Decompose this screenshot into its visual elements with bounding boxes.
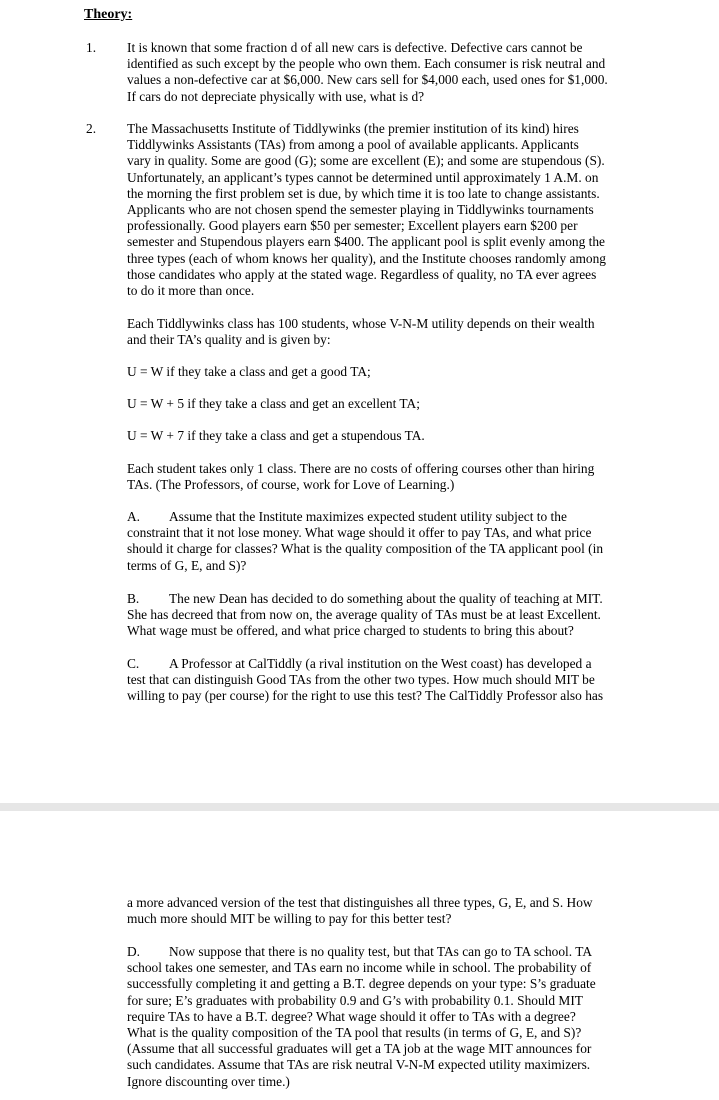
- text-line: Each Tiddlywinks class has 100 students, whose V-N-M utility depends on their wealth: [127, 316, 595, 331]
- question-2-number: 2.: [86, 121, 97, 136]
- text-line: for sure; E’s graduates with probability 0.9 and G’s with probability 0.1. Should MIT: [127, 992, 583, 1008]
- page-2: [0, 811, 719, 1100]
- text-line: Now suppose that there is no quality test, but that TAs can go to TA school. TA: [169, 944, 593, 959]
- text-line: TAs. (The Professors, of course, work for Love of Learning.): [127, 477, 455, 493]
- text-line: terms of G, E, and S)?: [127, 557, 247, 573]
- part-a: [127, 509, 635, 574]
- text-line: should it charge for classes? What is the quality composition of the TA applicant pool (in: [127, 541, 604, 557]
- text-line: Tiddlywinks Assistants (TAs) from among a pool of available applicants. Applicants: [127, 137, 579, 153]
- page-break: [0, 803, 719, 811]
- text-line: identified as such except by the people who own them. Each consumer is risk neutral and: [127, 56, 606, 72]
- text-line: The new Dean has decided to do something about the quality of teaching at MIT.: [169, 591, 603, 606]
- text-line: a more advanced version of the test that distinguishes all three types, G, E, and S. How: [127, 895, 593, 910]
- question-2-intro: [127, 121, 635, 299]
- text-line: willing to pay (per course) for the right to use this test? The CalTiddly Professor also has: [127, 688, 604, 704]
- text-line: What is the quality composition of the TA pool that results (in terms of G, E, and S)?: [127, 1025, 582, 1041]
- part-d: [127, 944, 635, 1090]
- text-line: values a non-defective car at $6,000. New cars sell for $4,000 each, used ones for $1,000.: [127, 72, 608, 88]
- part-c: [127, 656, 635, 705]
- utility-excellent: U = W + 5 if they take a class and get an excellent TA;: [127, 396, 420, 411]
- text-line: Each student takes only 1 class. There are no costs of offering courses other than hiring: [127, 461, 595, 476]
- utility-stupendous: U = W + 7 if they take a class and get a stupendous TA.: [127, 428, 425, 443]
- text-line: vary in quality. Some are good (G); some are excellent (E); and some are stupendous (S).: [127, 153, 605, 169]
- text-line: to do it more than once.: [127, 283, 255, 299]
- text-line: those candidates who apply at the stated wage. Regardless of quality, no TA ever agrees: [127, 266, 597, 282]
- utility-good: U = W if they take a class and get a good TA;: [127, 364, 371, 379]
- text-line: and their TA’s quality and is given by:: [127, 332, 331, 348]
- question-1-number: 1.: [86, 40, 97, 55]
- text-line: Applicants who are not chosen spend the semester playing in Tiddlywinks tournaments: [127, 202, 594, 218]
- part-a-label: A.: [127, 509, 141, 524]
- part-c-label: C.: [127, 656, 140, 671]
- text-line: school takes one semester, and TAs earn no income while in school. The probability of: [127, 960, 592, 976]
- text-line: three types (each of whom knows her quality), and the Institute chooses randomly among: [127, 250, 606, 266]
- text-line: Ignore discounting over time.): [127, 1073, 290, 1089]
- theory-heading: Theory:: [84, 7, 133, 22]
- text-line: successfully completing it and getting a B.T. degree depends on your type: S’s graduate: [127, 976, 596, 992]
- student-note: [127, 461, 635, 493]
- text-line: much more should MIT be willing to pay for this better test?: [127, 911, 452, 927]
- text-line: (Assume that all successful graduates will get a TA job at the wage MIT announces for: [127, 1041, 592, 1057]
- question-1-text: [127, 40, 635, 105]
- text-line: the morning the first problem set is due, by which time it is too late to change assistants.: [127, 185, 600, 201]
- text-line: What wage must be offered, and what price charged to students to bring this about?: [127, 623, 574, 639]
- text-line: It is known that some fraction d of all new cars is defective. Defective cars cannot be: [127, 40, 583, 55]
- text-line: such candidates. Assume that TAs are risk neutral V-N-M expected utility maximizers.: [127, 1057, 591, 1073]
- text-line: A Professor at CalTiddly (a rival institution on the West coast) has developed a: [169, 656, 592, 671]
- part-d-label: D.: [127, 944, 141, 959]
- text-line: Assume that the Institute maximizes expected student utility subject to the: [169, 509, 567, 524]
- utility-intro: [127, 316, 635, 348]
- part-b-label: B.: [127, 591, 140, 606]
- text-line: require TAs to have a B.T. degree? What wage should it offer to TAs with a degree?: [127, 1008, 576, 1024]
- part-b: [127, 591, 635, 640]
- text-line: The Massachusetts Institute of Tiddlywinks (the premier institution of its kind) hires: [127, 121, 579, 136]
- text-line: semester and Stupendous players earn $400. The applicant pool is split evenly among the: [127, 234, 605, 250]
- text-line: Unfortunately, an applicant’s types cannot be determined until approximately 1 A.M. on: [127, 169, 599, 185]
- text-line: If cars do not depreciate physically with use, what is d?: [127, 88, 425, 104]
- text-line: professionally. Good players earn $50 per semester; Excellent players earn $200 per: [127, 218, 578, 234]
- part-c-continued: [127, 895, 635, 927]
- text-line: She has decreed that from now on, the average quality of TAs must be at least Excellent.: [127, 607, 601, 623]
- text-line: test that can distinguish Good TAs from the other two types. How much should MIT be: [127, 672, 595, 688]
- text-line: constraint that it not lose money. What wage should it offer to pay TAs, and what price: [127, 525, 592, 541]
